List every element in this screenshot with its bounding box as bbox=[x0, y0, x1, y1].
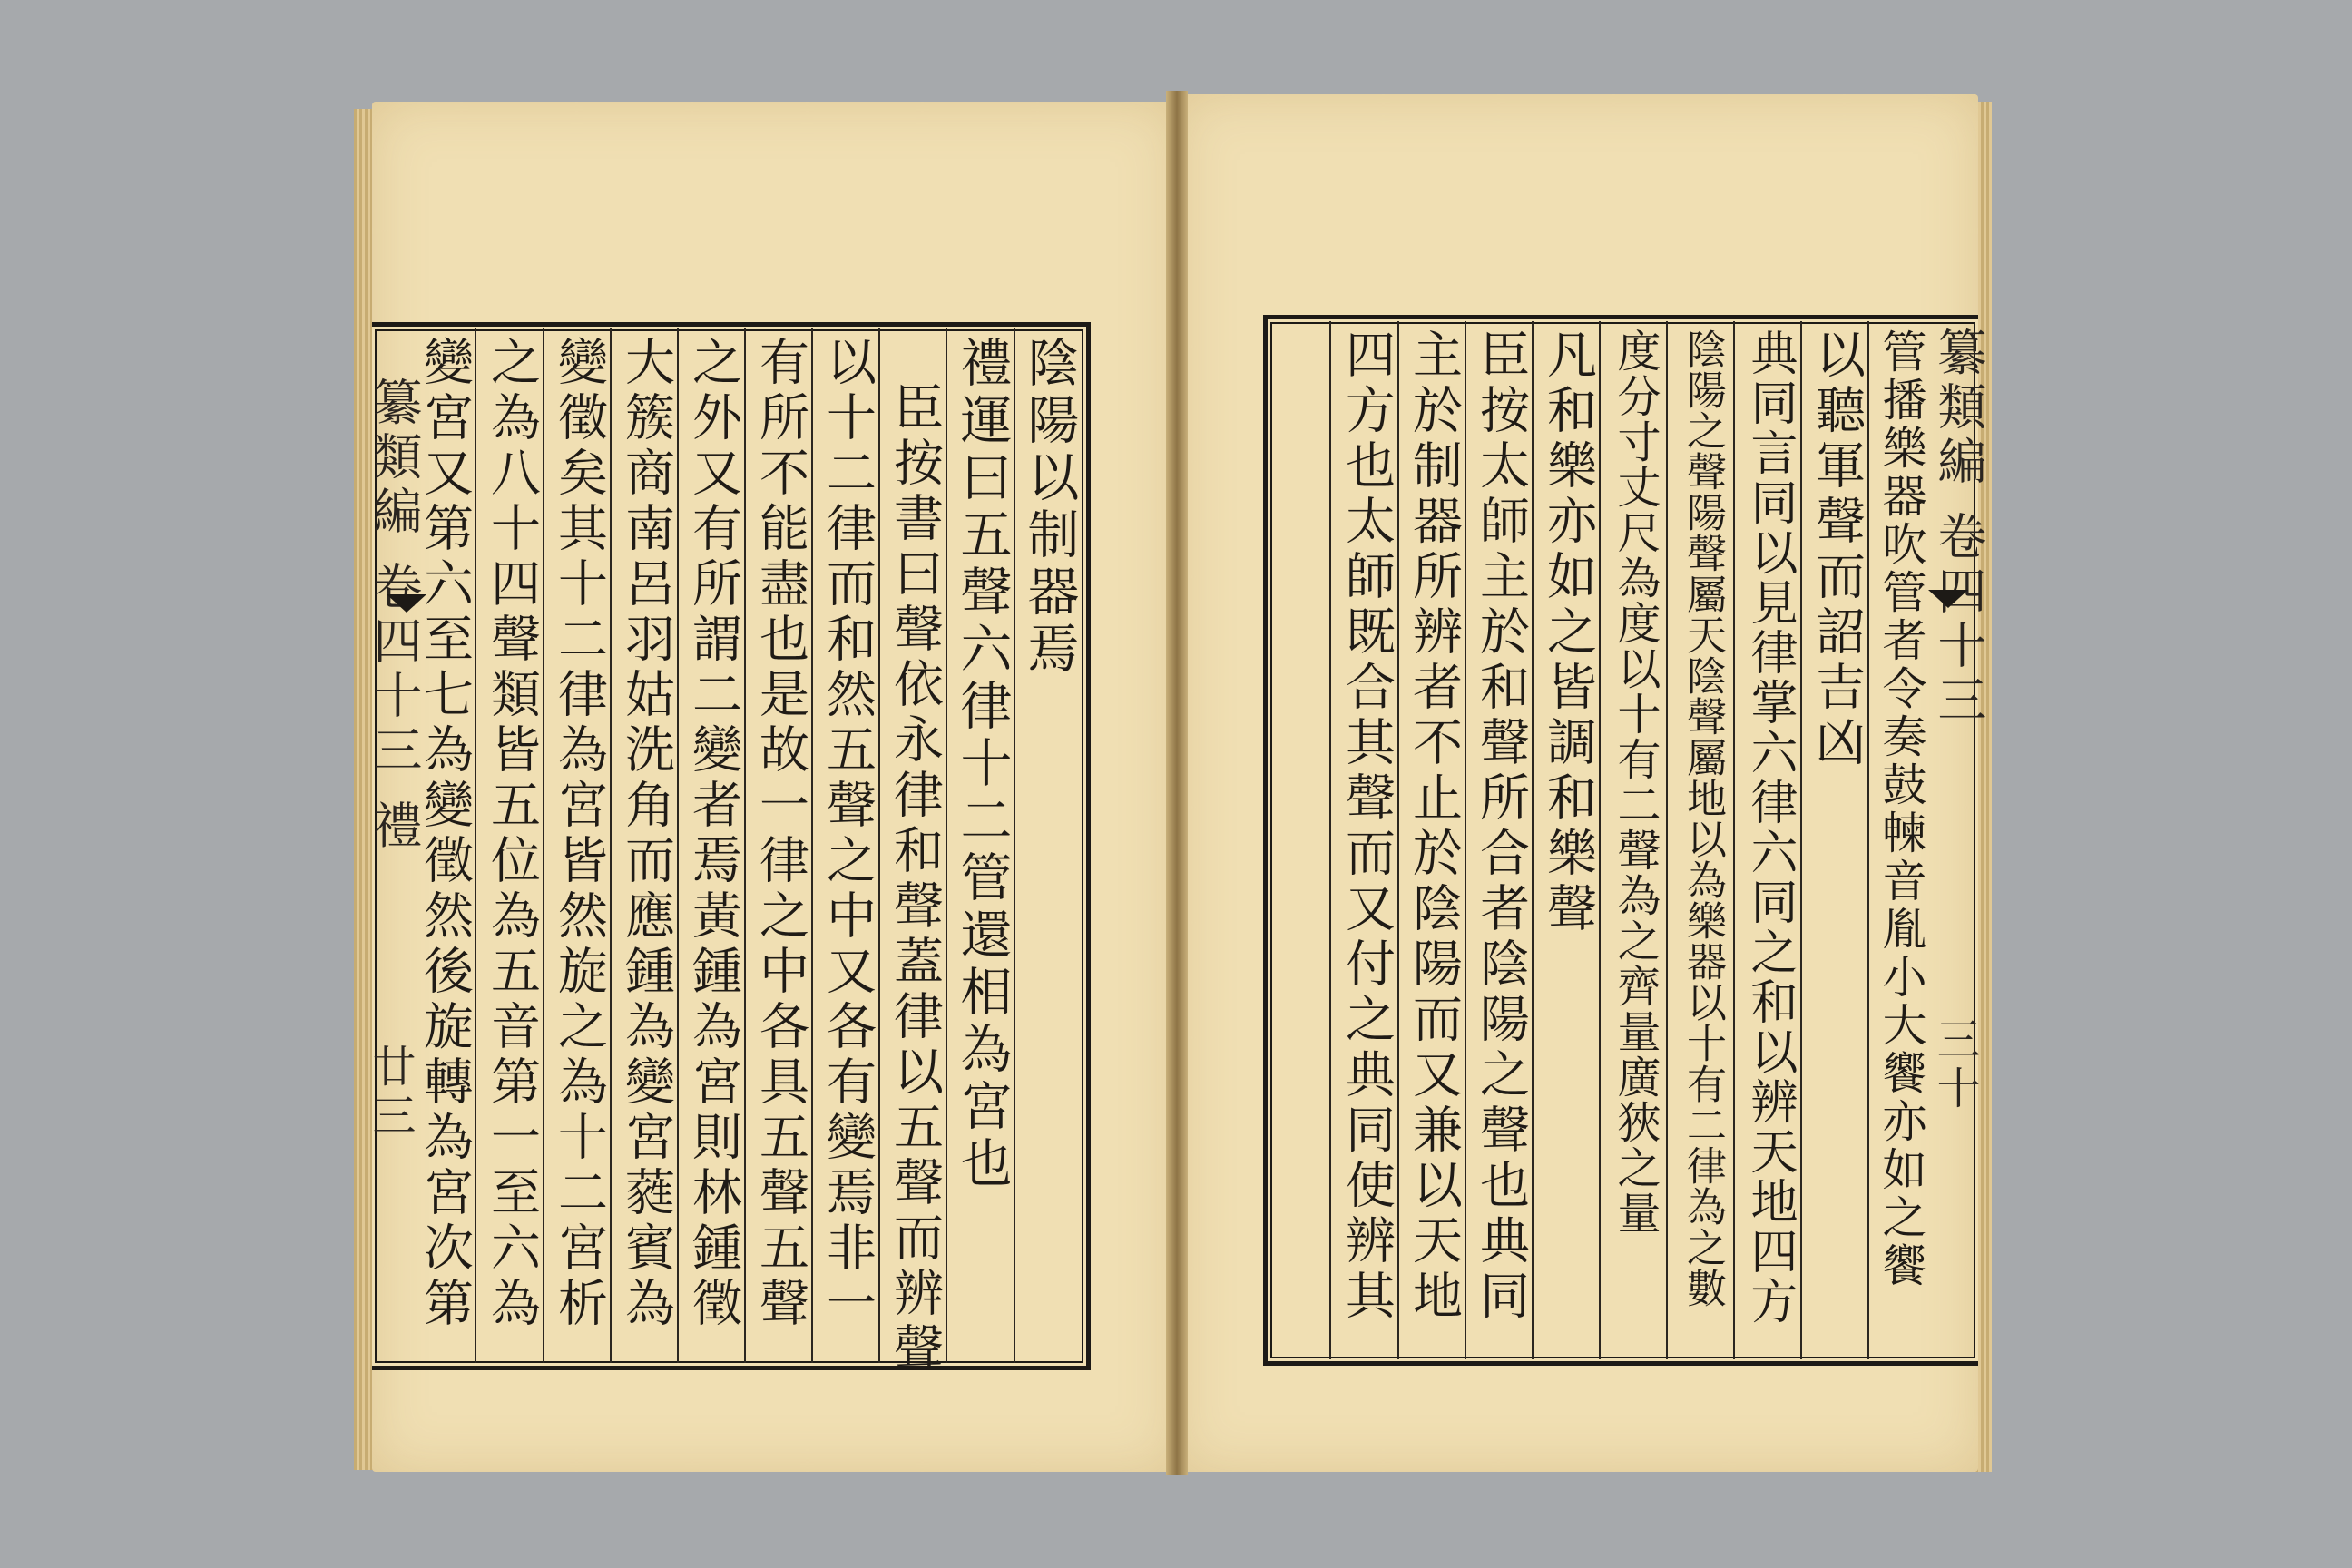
column-rule bbox=[1666, 321, 1668, 1359]
column-rule bbox=[1599, 321, 1601, 1359]
column-rule bbox=[946, 328, 947, 1363]
column-rule bbox=[543, 328, 544, 1363]
right-text-column-2: 以聽軍聲而詔吉凶 bbox=[1808, 328, 1866, 771]
column-rule bbox=[811, 328, 813, 1363]
left-page-number: 廿三 bbox=[365, 1044, 416, 1142]
column-rule bbox=[1733, 321, 1735, 1359]
right-text-column-8: 主於制器所辨者不止於陰陽而又兼以天地 bbox=[1405, 328, 1463, 1325]
column-rule bbox=[1014, 328, 1015, 1363]
column-rule bbox=[1329, 321, 1331, 1359]
left-text-column-2: 禮運曰五聲六律十二管還相為宮也 bbox=[952, 336, 1012, 1193]
column-rule bbox=[677, 328, 679, 1363]
left-text-column-1: 陰陽以制器焉 bbox=[1019, 336, 1079, 679]
right-text-column-3: 典同言同以見律掌六律六同之和以辨天地四方 bbox=[1742, 328, 1797, 1327]
column-rule bbox=[878, 328, 880, 1363]
column-rule bbox=[610, 328, 612, 1363]
column-rule bbox=[1867, 321, 1869, 1359]
column-rule bbox=[744, 328, 746, 1363]
right-text-column-6: 凡和樂亦如之皆調和樂聲 bbox=[1539, 328, 1597, 937]
left-text-column-7: 大簇商南呂羽姑洗角而應鍾為變宮蕤賓為 bbox=[617, 336, 675, 1332]
left-text-column-6: 之外又有所謂二變者焉黃鍾為宮則林鍾徵 bbox=[684, 336, 742, 1332]
right-text-column-4: 陰陽之聲陽聲屬天陰聲屬地以為樂器以十有二律為之數 bbox=[1680, 328, 1726, 1308]
column-rule bbox=[1800, 321, 1802, 1359]
book-gutter bbox=[1166, 91, 1188, 1475]
right-margin-title: 纂類編 卷四十三 bbox=[1930, 327, 1987, 730]
left-text-column-3: 臣按書曰聲依永律和聲蓋律以五聲而辨聲 bbox=[886, 381, 944, 1377]
left-text-column-10: 變宮又第六至七為變徵然後旋轉為宮次第 bbox=[416, 336, 474, 1332]
right-text-column-9: 四方也太師既合其聲而又付之典同使辨其 bbox=[1338, 328, 1396, 1325]
left-margin-title: 纂類編 卷四十三 禮 bbox=[366, 377, 423, 855]
right-text-column-7: 臣按太師主於和聲所合者陰陽之聲也典同 bbox=[1472, 328, 1530, 1325]
right-page-number: 三十 bbox=[1929, 1016, 1980, 1114]
left-text-column-9: 之為八十四聲類皆五位為五音第一至六為 bbox=[483, 336, 541, 1332]
right-text-column-5: 度分寸丈尺為度以十有二聲為之齊量廣狹之量 bbox=[1610, 328, 1661, 1236]
column-rule bbox=[1465, 321, 1466, 1359]
left-text-column-4: 以十二律而和然五聲之中又各有變焉非一 bbox=[818, 336, 877, 1332]
right-text-column-1: 管播樂器吹管者令奏鼓朄音胤小大饗亦如之饗 bbox=[1876, 328, 1927, 1290]
left-text-column-5: 有所不能盡也是故一律之中各具五聲五聲 bbox=[751, 336, 809, 1332]
right-fish-tail-mark bbox=[1928, 590, 1968, 608]
column-rule bbox=[1532, 321, 1534, 1359]
left-text-column-8: 變徵矣其十二律為宮皆然旋之為十二宮析 bbox=[550, 336, 608, 1332]
column-rule bbox=[475, 328, 476, 1363]
column-rule bbox=[1397, 321, 1399, 1359]
